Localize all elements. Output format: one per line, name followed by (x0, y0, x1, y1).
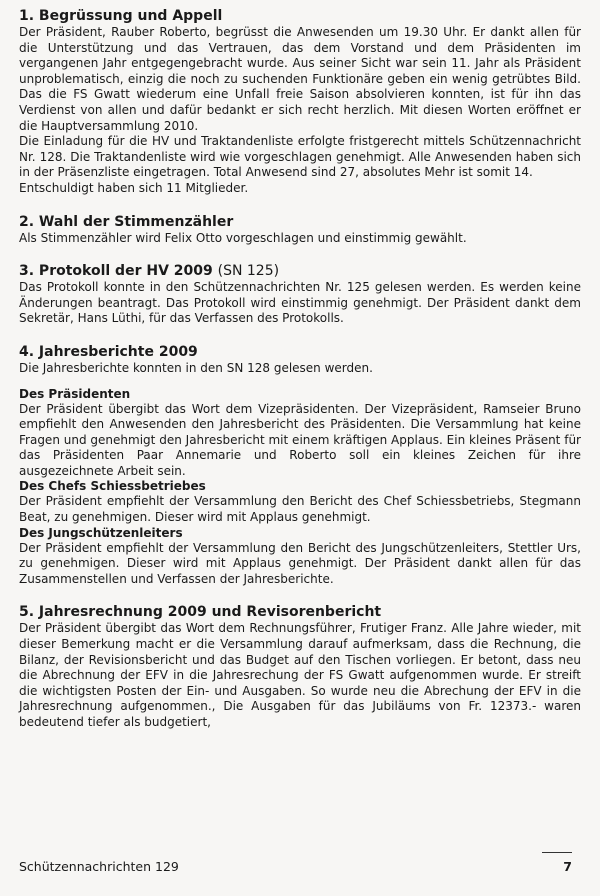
paragraph: Das Protokoll konnte in den Schützennachrichten Nr. 125 gelesen werden. Es werden keine Änderungen beantragt. Das Protokoll wird einstimmig genehmigt. Der Präsident dankt dem Sekretär, Hans Lüthi, für das Verfassen des Protokolls. (19, 280, 581, 326)
paragraph: Entschuldigt haben sich 11 Mitglieder. (19, 180, 249, 195)
section-heading-suffix: (SN 125) (217, 263, 280, 280)
section-jahresberichte (19, 343, 581, 588)
publication-name: Schützennachrichten 129 (19, 859, 179, 874)
section-stimmenzaehler (19, 213, 581, 247)
section-jahresrechnung (19, 603, 581, 730)
footer-rule (542, 852, 572, 853)
paragraph: Als Stimmenzähler wird Felix Otto vorgeschlagen und einstimmig gewählt. (19, 230, 467, 245)
paragraph: Der Präsident übergibt das Wort dem Vizepräsidenten. Der Vizepräsident, Ramseier Bruno empfiehlt den Anwesenden den Jahresbericht des Präsidenten. Die Versammlung hat keine Fragen und genehmigt den Jahresbericht mit einem kräftigen Applaus. Ein kleines Präsent für das Präsidenten Paar Annemarie und Roberto soll ein kleines Zeichen für ihre ausgezeichnete Arbeit sein. (19, 401, 581, 478)
section-begruessung (19, 7, 581, 197)
subsection-heading: Des Chefs Schiessbetriebes (19, 479, 206, 494)
section-heading-title: 3. Protokoll der HV 2009 (19, 263, 213, 280)
subsection-heading: Des Jungschützenleiters (19, 525, 183, 540)
section-heading: 1. Begrüssung und Appell (19, 8, 223, 24)
section-protokoll (19, 262, 581, 327)
document-body (19, 7, 581, 731)
section-heading (19, 262, 581, 280)
section-heading: 2. Wahl der Stimmenzähler (19, 213, 234, 230)
paragraph: Die Einladung für die HV und Traktandenliste erfolgte fristgerecht mittels Schützennachricht Nr. 128. Die Traktandenliste wird wie vorgeschlagen genehmigt. Alle Anwesenden haben sich in der Präsenzliste eingetragen. Total Anwesend sind 27, absolutes Mehr ist somit 14. (19, 134, 581, 180)
section-heading: 4. Jahresberichte 2009 (19, 343, 198, 360)
subsection-heading: Des Präsidenten (19, 386, 131, 401)
paragraph: Der Präsident übergibt das Wort dem Rechnungsführer, Frutiger Franz. Alle Jahre wieder, mit dieser Bemerkung macht er die Versammlung darauf aufmerksam, dass die Rechnung, die Bilanz, der Revisionsbericht und das Budget auf den Tischen vorliegen. Er betont, dass neu die Abrechnung der EFV in die Jahresrechung der FS Gwatt aufgenommen wurde. Er streift die wichtigsten Posten der Ein- und Ausgaben. So wurde neu die Abrechung der EFV in die Jahresrechnung aufgenommen., Die Ausgaben für das Jubiläums von Fr. 12373.- waren bedeutend tiefer als budgetiert, (19, 621, 581, 729)
paragraph: Der Präsident empfiehlt der Versammlung den Bericht des Chef Schiessbetriebs, Stegmann Beat, zu genehmigen. Dieser wird mit Applaus genehmigt. (19, 494, 581, 525)
paragraph: Der Präsident empfiehlt der Versammlung den Bericht des Jungschützenleiters, Stettler Urs, zu genehmigen. Dieser wird mit Applaus genehmigt. Der Präsident dankt allen für das Zusammenstellen und Verfassen der Jahresberichte. (19, 540, 581, 586)
paragraph: Die Jahresberichte konnten in den SN 128 gelesen werden. (19, 360, 373, 375)
section-heading: 5. Jahresrechnung 2009 und Revisorenbericht (19, 604, 382, 621)
page-number: 7 (563, 859, 572, 874)
paragraph: Der Präsident, Rauber Roberto, begrüsst die Anwesenden um 19.30 Uhr. Er dankt allen für die Unterstützung und das Vertrauen, das dem Vorstand und dem Präsidenten im vergangenen Jahr entgegengebracht wurde. Aus seiner Sicht war sein 11. Jahr als Präsident unproblematisch, einzig die noch zu suchenden Funktionäre geben ein wenig getrübtes Bild. Das die FS Gwatt wiederum eine Unfall freie Saison absolvieren konnten, ist für ihn das Verdienst von allen und dafür bedankt er sich recht herzlich. Mit diesen Worten eröffnet er die Hauptversammlung 2010. (19, 25, 581, 133)
